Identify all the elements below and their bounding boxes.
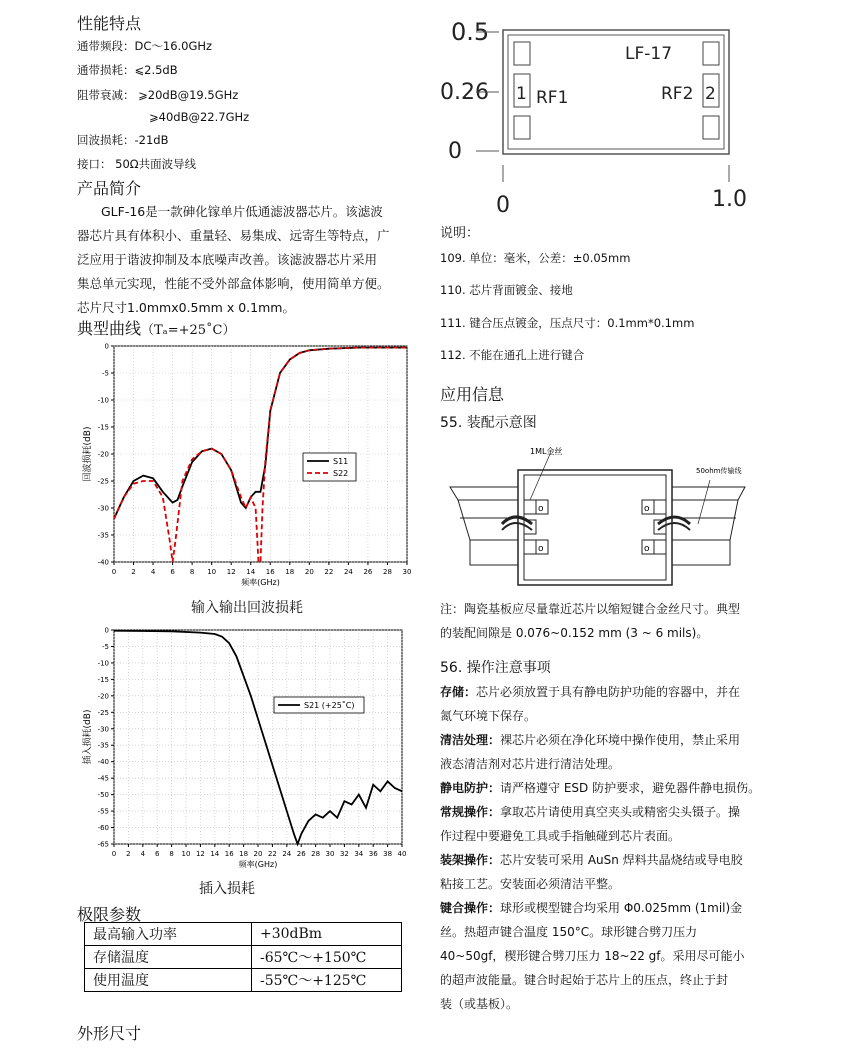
note-item: 111. 键合压点镀金，压点尺寸：0.1mm*0.1mm [440, 316, 695, 330]
operation-text: 拿取芯片请使用真空夹头或精密尖头镊子。操 [500, 805, 741, 819]
return-loss: 回波损耗：-21dB [77, 133, 169, 147]
operation-item [440, 680, 780, 728]
outline-heading: 外形尺寸 [77, 1024, 142, 1043]
line-label: 50ohm传输线 [696, 467, 742, 475]
x-tick-label: 6 [170, 568, 175, 576]
operation-title: 装架操作： [440, 853, 501, 867]
x-tick-label: 26 [296, 850, 306, 858]
operation-item [440, 728, 780, 776]
operation-text: 液态清洁剂对芯片进行清洁处理。 [440, 757, 621, 771]
wire-label: 1ML金丝 [530, 447, 563, 456]
x-tick-label: 38 [383, 850, 393, 858]
outline-drawing [436, 10, 766, 220]
operation-text: 芯片必须放置于具有静电防护功能的容器中，并在 [476, 685, 741, 699]
operation-text: 的超声波能量。键合时起始于芯片上的压点，终止于封 [440, 973, 729, 987]
carrier-box [518, 470, 672, 585]
pad1-number: 1 [516, 84, 527, 104]
x-tick-label: 12 [195, 850, 205, 858]
y-tick-label: -25 [97, 708, 109, 717]
x-tick-label: 20 [253, 850, 263, 858]
curves-heading-row [77, 316, 235, 339]
pad-bottom-left [514, 116, 530, 139]
y-tick-label: -20 [97, 450, 109, 459]
intro-heading: 产品简介 [77, 179, 142, 198]
x-axis-label: 频率(GHz) [238, 860, 278, 869]
stopband-attenuation-2: ⩾40dB@22.7GHz [149, 110, 250, 124]
x-tick-label: 24 [282, 850, 292, 858]
chip-pad [524, 540, 536, 554]
table-row [85, 946, 402, 969]
y-label-0: 0 [448, 139, 462, 164]
x-tick-label: 10 [181, 850, 191, 858]
y-tick-label: -30 [97, 725, 109, 734]
intro-paragraph [77, 200, 417, 320]
y-tick-label: 0 [104, 342, 109, 351]
pad-top-left [514, 42, 530, 65]
interface: 接口： 50Ω共面波导线 [77, 157, 197, 171]
stopband-attenuation-1: 阻带衰减： ⩾20dB@19.5GHz [77, 88, 239, 102]
x-tick-label: 20 [304, 568, 314, 576]
pad-bottom-right [703, 116, 719, 139]
limits-table [84, 922, 402, 992]
operation-text: 粘接工艺。安装面必须清洁平整。 [440, 877, 621, 891]
operation-title: 存储： [440, 685, 477, 699]
legend-label: S21 (+25˚C) [304, 701, 355, 710]
table-row [85, 923, 402, 946]
y-tick-label: -15 [97, 675, 109, 684]
x-label-1.0: 1.0 [712, 187, 747, 212]
x-tick-label: 6 [154, 850, 160, 858]
x-tick-label: 22 [324, 568, 334, 576]
pad-label: o [538, 504, 544, 514]
y-tick-label: -40 [97, 758, 109, 767]
operation-text: 40~50gf，楔形键合劈刀压力 18~22 gf。采用尽可能小 [440, 949, 745, 963]
limit-name: 存储温度 [85, 946, 252, 969]
x-tick-label: 14 [210, 850, 220, 858]
pad-top-right [703, 42, 719, 65]
intro-line: 器芯片具有体积小、重量轻、易集成、远寄生等特点，广 [77, 228, 390, 243]
y-label-0.5: 0.5 [451, 18, 490, 46]
operation-text: 芯片安装可采用 AuSn 焊料共晶烧结或导电胶 [500, 853, 743, 867]
x-tick-label: 28 [311, 850, 321, 858]
operation-list [440, 680, 780, 1016]
chart1-caption: 输入输出回波损耗 [191, 600, 303, 616]
rf1-label: RF1 [536, 88, 569, 108]
part-name: LF-17 [625, 44, 673, 64]
left-substrate-base [470, 540, 518, 565]
limit-value: -55℃～+125℃ [252, 969, 402, 992]
x-tick-label: 32 [339, 850, 349, 858]
intro-line: GLF-16是一款砷化镓单片低通滤波器芯片。该滤波 [101, 204, 383, 219]
limit-value: +30dBm [252, 923, 402, 946]
pad-label: o [644, 504, 650, 514]
y-tick-label: -10 [97, 659, 109, 668]
limit-name: 使用温度 [85, 969, 252, 992]
x-tick-label: 34 [354, 850, 364, 858]
assembly-subheading: 55. 装配示意图 [440, 415, 537, 431]
curves-condition: （Tₐ=+25˚C） [141, 323, 236, 338]
x-tick-label: 12 [226, 568, 236, 576]
y-tick-label: -40 [97, 558, 109, 567]
rf2-label: RF2 [661, 84, 694, 104]
y-axis-label: 回波损耗(dB) [83, 426, 93, 482]
note-item: 112. 不能在通孔上进行键合 [440, 348, 585, 362]
operation-item [440, 776, 780, 800]
left-substrate-top [450, 487, 518, 500]
limit-name: 最高输入功率 [85, 923, 252, 946]
note-item: 110. 芯片背面镀金、接地 [440, 283, 573, 297]
operation-title: 键合操作： [440, 901, 501, 915]
y-tick-label: -35 [97, 531, 109, 540]
chart2-caption: 插入损耗 [199, 881, 255, 897]
operation-text: 请严格遵守 ESD 防护要求，避免器件静电损伤。 [500, 781, 761, 795]
operation-item [440, 848, 780, 896]
x-tick-label: 10 [207, 568, 217, 576]
y-tick-label: -20 [97, 692, 109, 701]
x-tick-label: 2 [126, 850, 131, 858]
x-tick-label: 4 [150, 568, 156, 576]
x-tick-label: 30 [325, 850, 335, 858]
y-axis-label: 插入损耗(dB) [83, 709, 93, 765]
y-tick-label: -60 [97, 824, 109, 833]
y-tick-label: -15 [97, 423, 109, 432]
right-substrate-base [672, 540, 730, 565]
features-heading: 性能特点 [77, 14, 142, 33]
plot-area [114, 630, 402, 844]
passband-frequency: 通带频段：DC～16.0GHz [77, 39, 213, 53]
chip-pad [654, 500, 666, 514]
y-tick-label: 0 [104, 626, 109, 635]
x-tick-label: 36 [368, 850, 378, 858]
legend-label: S11 [333, 457, 349, 466]
x-tick-label: 0 [111, 850, 117, 858]
operation-text: 裸芯片必须在净化环境中操作使用，禁止采用 [500, 733, 741, 747]
operation-item [440, 896, 780, 1016]
y-tick-label: -25 [97, 477, 109, 486]
x-tick-label: 40 [397, 850, 407, 858]
limit-value: -65℃～+150℃ [252, 946, 402, 969]
notes-heading: 说明： [440, 226, 480, 241]
passband-loss: 通带损耗：⩽2.5dB [77, 63, 178, 77]
x-tick-label: 16 [224, 850, 234, 858]
y-tick-label: -35 [97, 741, 109, 750]
intro-line: 芯片尺寸1.0mmx0.5mm x 0.1mm。 [77, 300, 295, 315]
note-item: 109. 单位：毫米，公差：±0.05mm [440, 251, 631, 265]
x-tick-label: 30 [402, 568, 412, 576]
intro-line: 集总单元实现，性能不受外部盒体影响，使用简单方便。 [77, 276, 390, 291]
x-tick-label: 18 [285, 568, 295, 576]
right-substrate-top [672, 487, 745, 500]
insertion-loss-chart [77, 622, 417, 878]
operation-text: 丝。热超声键合温度 150°C。球形键合劈刀压力 [440, 925, 698, 939]
y-tick-label: -5 [102, 642, 109, 651]
intro-line: 泛应用于谐波抑制及本底噪声改善。该滤波器芯片采用 [77, 252, 378, 267]
operation-text: 作过程中要避免工具或手指触碰到芯片表面。 [440, 829, 681, 843]
x-tick-label: 28 [383, 568, 392, 576]
x-tick-label: 4 [140, 850, 146, 858]
x-tick-label: 16 [265, 568, 275, 576]
chip-pad [524, 500, 536, 514]
x-tick-label: 14 [246, 568, 256, 576]
x-tick-label: 24 [343, 568, 353, 576]
y-tick-label: -10 [97, 396, 109, 405]
operation-text: 装（或基板）。 [440, 997, 519, 1011]
application-heading: 应用信息 [440, 385, 505, 404]
x-tick-label: 18 [239, 850, 249, 858]
y-tick-label: -45 [97, 774, 109, 783]
y-label-0.26: 0.26 [440, 80, 489, 105]
y-tick-label: -50 [97, 791, 109, 800]
operation-heading: 56. 操作注意事项 [440, 660, 551, 676]
y-tick-label: -55 [97, 807, 109, 816]
x-tick-label: 2 [131, 568, 136, 576]
operation-title: 常规操作： [440, 805, 501, 819]
x-label-0: 0 [496, 193, 510, 218]
x-tick-label: 8 [189, 568, 195, 576]
limits-heading: 极限参数 [77, 905, 142, 924]
x-tick-label: 26 [363, 568, 373, 576]
y-tick-label: -30 [97, 504, 109, 513]
operation-title: 静电防护： [440, 781, 501, 795]
table-row [85, 969, 402, 992]
pad-label: o [644, 544, 650, 554]
assembly-note [440, 597, 740, 645]
operation-text: 氮气环境下保存。 [440, 709, 537, 723]
operation-text: 球形或楔型键合均采用 Φ0.025mm (1mil)金 [500, 901, 743, 915]
x-tick-label: 0 [111, 568, 117, 576]
pad2-number: 2 [705, 84, 716, 104]
assembly-note-line: 注：陶瓷基板应尽量靠近芯片以缩短键合金丝尺寸。典型 [440, 602, 741, 616]
operation-item [440, 800, 780, 848]
assembly-diagram [440, 440, 775, 595]
curves-heading: 典型曲线 [77, 319, 142, 338]
operation-title: 清洁处理： [440, 733, 501, 747]
x-tick-label: 22 [267, 850, 277, 858]
x-tick-label: 8 [169, 850, 174, 858]
pad-label: o [538, 544, 544, 554]
y-tick-label: -5 [102, 369, 109, 378]
return-loss-chart [77, 340, 417, 596]
chip-pad [654, 540, 666, 554]
y-tick-label: -65 [97, 840, 109, 849]
x-axis-label: 频率(GHz) [241, 578, 280, 587]
assembly-note-line: 的装配间隙是 0.076~0.152 mm (3 ~ 6 mils)。 [440, 626, 709, 640]
legend-label: S22 [333, 469, 349, 478]
